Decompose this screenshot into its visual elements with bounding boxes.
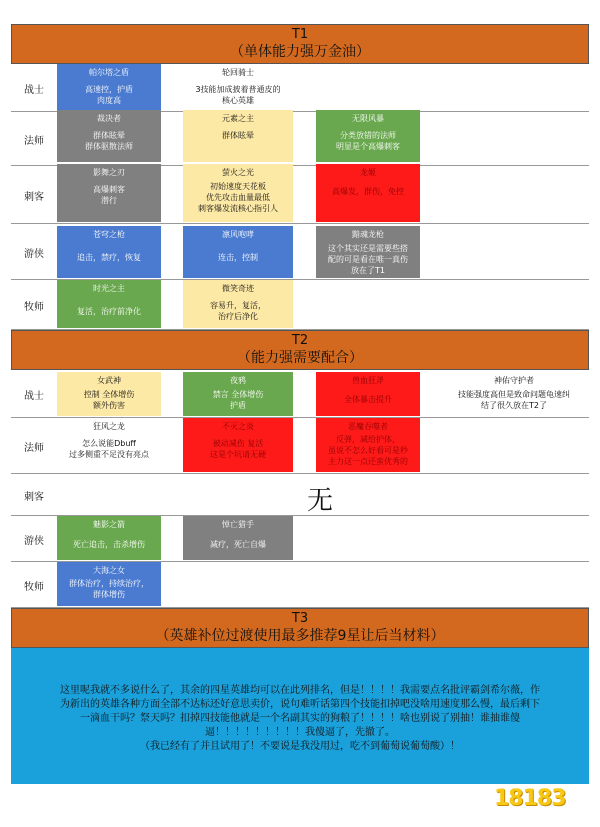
hero-card[interactable] [57, 280, 161, 328]
hero-desc: 这个其实还是需要些搭 [328, 244, 408, 253]
hero-desc: 被动减伤 复活 [212, 439, 264, 448]
hero-desc: 群体眩晕 [222, 131, 254, 140]
hero-card[interactable] [183, 516, 293, 560]
hero-desc: 结了很久放在T2了 [481, 401, 547, 410]
hero-desc: 虽说不怎么好看可是秒 [328, 446, 408, 455]
hero-desc: 减疗，死亡自爆 [210, 540, 266, 549]
commentary-line: （我已经有了并且试用了！不要说是我没用过，吃不到葡萄说葡萄酸）！ [140, 741, 460, 752]
hero-name: 夜鸦 [230, 376, 246, 385]
hero-desc: 分类放错的法师 [340, 131, 396, 140]
hero-name: 狂风之龙 [93, 422, 125, 431]
hero-desc: 优先攻击血量最低 [206, 193, 270, 202]
hero-desc: 群体眩晕 [93, 131, 125, 140]
hero-card[interactable] [183, 418, 293, 472]
role-label: 战士 [24, 84, 44, 96]
hero-card[interactable] [57, 226, 161, 278]
hero-card[interactable] [316, 418, 420, 472]
commentary-line: 为新出的英雄各种方面全部不达标还好意思卖价，说句难听话第四个技能扣掉吧没啥用速度那么慢，最后剩下 [60, 699, 540, 710]
hero-desc: 肉度高 [97, 96, 121, 105]
role-label: 刺客 [24, 191, 44, 203]
hero-card[interactable] [183, 110, 293, 162]
hero-name: 兽血狂斧 [352, 376, 384, 385]
role-label: 牧师 [24, 301, 44, 313]
hero-desc: 主力这一点还蛮优秀的 [328, 457, 408, 466]
role-label: 法师 [24, 442, 44, 454]
hero-card[interactable] [316, 110, 420, 162]
hero-desc: 配的可是看在唯一真伤 [328, 255, 408, 264]
hero-desc: 明显是个高爆刺客 [336, 142, 400, 151]
role-label: 法师 [24, 135, 44, 147]
hero-card[interactable] [57, 562, 161, 606]
hero-name: 凛风咆哮 [222, 230, 254, 239]
hero-card[interactable] [57, 64, 161, 110]
hero-desc: 技能强度高但是致命问题龟速纠 [458, 390, 570, 399]
hero-desc: 复活，治疗前净化 [77, 307, 141, 316]
hero-desc: 这是个坑请无硬 [210, 450, 266, 459]
hero-name: 帕尔塔之盾 [89, 68, 129, 77]
hero-name: 不灭之炎 [222, 422, 254, 431]
hero-name: 微笑奇迹 [222, 284, 254, 293]
tier-title: T2 [291, 333, 309, 348]
hero-name: 轮回骑士 [222, 68, 254, 77]
hero-desc: 核心英雄 [222, 96, 254, 105]
tier-title: T3 [291, 611, 309, 626]
hero-name: 龙姬 [360, 168, 376, 177]
hero-desc: 群体驱散法师 [85, 142, 133, 151]
hero-name: 悼亡猎手 [222, 520, 254, 529]
hero-card[interactable] [57, 372, 161, 416]
role-label: 游侠 [24, 248, 44, 260]
tier-title: T1 [291, 27, 309, 42]
hero-card[interactable] [57, 516, 161, 560]
tier-subtitle: （英雄补位过渡使用最多推荐9星让后当材料） [155, 628, 445, 644]
hero-card[interactable] [57, 418, 161, 472]
hero-name: 黯魂龙枪 [352, 230, 384, 239]
hero-card[interactable] [440, 372, 588, 416]
hero-desc: 3技能加成披着普通皮的 [195, 85, 281, 94]
hero-name: 元素之主 [222, 114, 254, 123]
commentary-line: 这里呢我就不多说什么了，其余的四星英雄均可以在此列排名，但是！！！！我需要点名批评霸剑希尔薇，作 [60, 685, 540, 696]
tier-1-header [11, 24, 589, 64]
role-label: 游侠 [24, 535, 44, 547]
hero-card[interactable] [57, 110, 161, 162]
hero-desc: 刺客爆发流核心指引人 [198, 204, 278, 213]
hero-desc: 初始速度天花板 [210, 182, 266, 191]
role-label: 牧师 [24, 581, 44, 593]
hero-card[interactable] [316, 372, 420, 416]
hero-desc: 连击，控制 [218, 253, 258, 262]
hero-desc: 控制 全体增伤 [83, 390, 135, 399]
hero-desc: 过多侧重不足没有亮点 [69, 450, 149, 459]
hero-name: 恶魔吞噬者 [348, 422, 388, 431]
none-placeholder: 无 [306, 486, 333, 516]
hero-name: 魅影之箭 [93, 520, 125, 529]
hero-desc: 怎么说能Dbuff [82, 439, 136, 448]
commentary-line: 逼！！！！！！！！！我傻逼了，先撤了。 [205, 727, 395, 738]
hero-desc: 容易升，复活， [210, 301, 266, 310]
hero-desc: 额外伤害 [93, 401, 125, 410]
hero-desc: 潜行 [101, 196, 117, 205]
hero-desc: 反弹，减给护体， [336, 435, 400, 444]
hero-name: 影舞之刃 [93, 168, 125, 177]
hero-card[interactable] [183, 226, 293, 278]
hero-desc: 高爆发，群伤，免控 [332, 187, 404, 196]
hero-desc: 死亡追击，击杀增伤 [73, 540, 145, 549]
hero-card[interactable] [183, 372, 293, 416]
hero-name: 裁决者 [97, 114, 121, 123]
hero-card[interactable] [57, 164, 161, 222]
hero-name: 大海之女 [93, 566, 125, 575]
hero-desc: 护盾 [230, 401, 246, 410]
hero-desc: 追击，禁疗，恢复 [77, 253, 141, 262]
hero-name: 神佑守护者 [494, 376, 534, 385]
commentary-line: 一滴血干吗？祭天吗？扣掉四技能他就是一个名副其实的狗粮了！！！！啥也别说了别抽！谁抽谁傻 [80, 713, 520, 724]
role-label: 战士 [24, 390, 44, 402]
hero-desc: 群体治疗，持续治疗， [69, 579, 149, 588]
tier-2-header [11, 330, 589, 370]
hero-desc: 全体暴击提升 [344, 395, 392, 404]
hero-desc: 治疗后净化 [218, 312, 258, 321]
tier-subtitle: （能力强需要配合） [237, 350, 363, 366]
hero-desc: 群体增伤 [93, 590, 125, 599]
tier-subtitle: （单体能力强万金油） [230, 44, 370, 60]
hero-card[interactable] [316, 164, 420, 222]
hero-name: 时光之主 [93, 284, 125, 293]
hero-desc: 高速控，护盾 [85, 85, 133, 94]
site-logo: 18183 [494, 786, 566, 811]
hero-name: 萤火之光 [222, 168, 254, 177]
hero-desc: 放在了T1 [351, 266, 385, 275]
role-label: 刺客 [24, 491, 44, 503]
t3-commentary [11, 648, 589, 784]
hero-desc: 高爆刺客 [93, 185, 125, 194]
hero-name: 苍穹之枪 [93, 230, 125, 239]
hero-card[interactable] [183, 64, 293, 110]
hero-desc: 禁言 全体增伤 [212, 390, 264, 399]
tier-3-header [11, 608, 589, 648]
hero-card[interactable] [183, 164, 293, 222]
hero-name: 无限风暴 [352, 114, 384, 123]
hero-card[interactable] [183, 280, 293, 328]
hero-name: 女武神 [97, 376, 121, 385]
hero-card[interactable] [316, 226, 420, 278]
